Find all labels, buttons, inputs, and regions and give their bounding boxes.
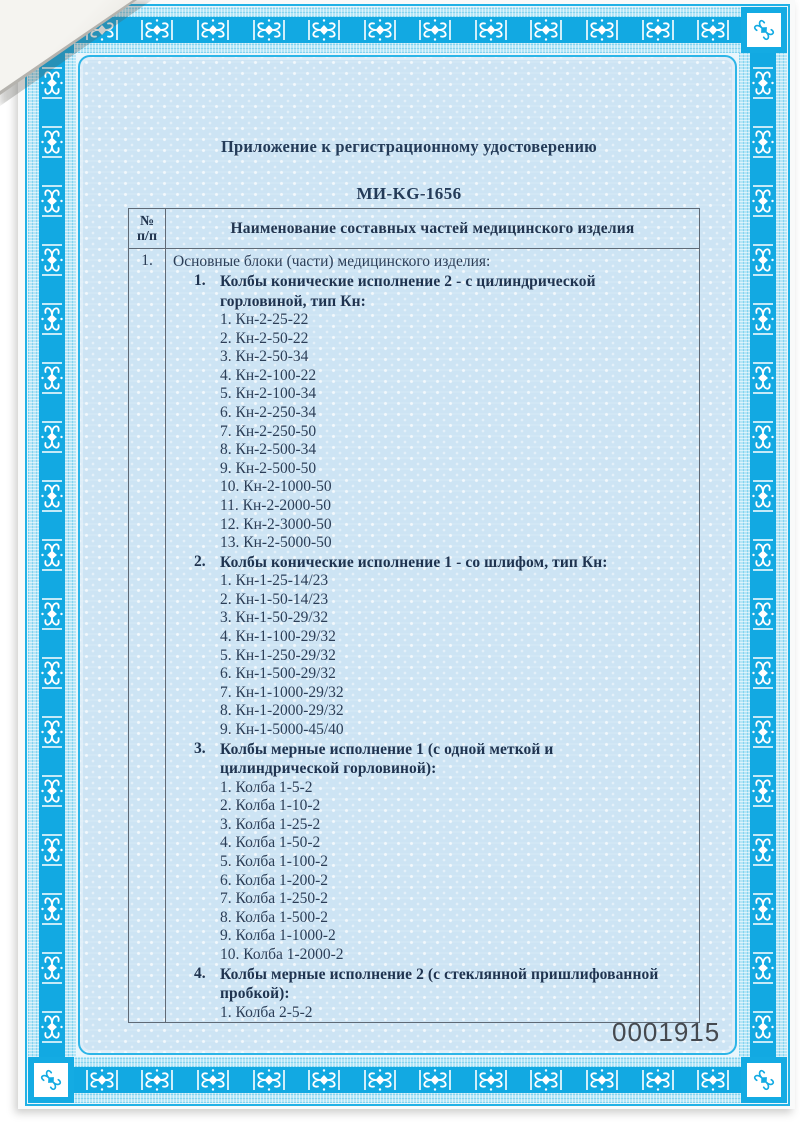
ornament-motif-icon [39,361,65,395]
ornament-motif-icon [641,17,675,43]
flask-group [194,272,693,553]
ornament-motif-icon [418,17,452,43]
flask-model-item: 13. Кн-2-5000-50 [220,534,332,552]
flask-model-item: 7. Колба 1-250-2 [220,890,329,908]
flask-model-item: 9. Кн-1-5000-45/40 [220,720,344,738]
row-content-cell [166,249,700,1023]
group-title: Колбы конические исполнение 1 - со шлифом, тип Кн: [220,553,608,571]
appendix-title: Приложение к регистрационному удостоверению [221,137,597,156]
components-table [128,208,700,1023]
ornament-motif-icon [585,17,619,43]
flask-model-item: 6. Колба 1-200-2 [220,871,329,889]
ornament-motif-icon [750,951,776,985]
flask-model-item: 9. Кн-2-500-50 [220,459,317,477]
corner-ornament-bottom-left [28,1057,74,1103]
group-number: 1. [194,272,206,289]
row-number-cell: 1. [129,249,166,1023]
ornament-motif-icon [39,892,65,926]
flask-model-item: 4. Кн-2-100-22 [220,366,317,384]
border-band-bottom [74,1057,741,1103]
ornament-motif-icon [39,715,65,749]
flask-model-item: 5. Кн-1-250-29/32 [220,646,336,664]
ornament-motif-icon [474,17,508,43]
flask-model-item: 2. Кн-2-50-22 [220,329,309,347]
ornament-motif-icon [750,125,776,159]
flask-model-item: 5. Кн-2-100-34 [220,385,317,403]
ornament-motif-icon [39,302,65,336]
ornament-motif-icon [529,17,563,43]
ornament-motif-icon [750,479,776,513]
table-row [129,249,700,1023]
flask-model-item: 1. Колба 2-5-2 [220,1003,313,1021]
flask-group [194,740,693,965]
ornament-motif-icon [307,1067,341,1093]
group-number: 2. [194,552,206,570]
flask-model-item: 8. Кн-1-2000-29/32 [220,702,344,720]
corner-ornament-bottom-right [741,1057,787,1103]
flask-group [194,965,693,1023]
flask-model-item: 6. Кн-2-250-34 [220,403,317,421]
flask-model-item: 4. Колба 1-50-2 [220,834,321,852]
ornament-motif-icon [750,243,776,277]
ornament-motif-icon [750,715,776,749]
ornament-motif-icon [585,1067,619,1093]
flask-model-item: 10. Кн-2-1000-50 [220,478,332,496]
ornament-motif-icon [696,17,730,43]
ornament-motif-icon [85,1067,119,1093]
flask-model-item: 6. Кн-1-500-29/32 [220,665,336,683]
ornament-motif-icon [39,951,65,985]
group-number: 3. [194,739,206,757]
group-items [220,311,693,553]
ornament-motif-icon [39,243,65,277]
ornament-motif-icon [196,17,230,43]
ornament-motif-icon [363,1067,397,1093]
flask-model-item: 7. Кн-2-250-50 [220,422,317,440]
ornament-motif-icon [39,1010,65,1044]
ornament-motif-icon [750,892,776,926]
flask-model-item: 2. Колба 1-10-2 [220,797,321,815]
flask-model-item: 3. Колба 1-25-2 [220,815,321,833]
group-items [220,779,693,965]
table-header-name-column: Наименование составных частей медицинского изделия [166,209,700,249]
border-band-left [28,53,76,1057]
flask-model-item: 12. Кн-2-3000-50 [220,515,332,533]
ornament-motif-icon [39,184,65,218]
group-items [220,572,693,739]
ornament-motif-icon [39,833,65,867]
ornament-motif-icon [750,420,776,454]
group-number: 4. [194,964,206,982]
ornament-motif-icon [140,17,174,43]
ornament-motif-icon [39,656,65,690]
ornament-motif-icon [252,17,286,43]
flask-model-item: 2. Кн-1-50-14/23 [220,590,329,608]
flask-model-item: 1. Колба 1-5-2 [220,778,313,796]
ornament-motif-icon [529,1067,563,1093]
ornament-motif-icon [39,420,65,454]
ornament-motif-icon [39,597,65,631]
flask-model-item: 8. Колба 1-500-2 [220,908,329,926]
flask-groups-list [194,272,693,1022]
flask-model-item: 1. Кн-1-25-14/23 [220,572,329,590]
flask-model-item: 1. Кн-2-25-22 [220,311,309,328]
flask-model-item: 11. Кн-2-2000-50 [220,496,332,514]
ornament-motif-icon [39,774,65,808]
group-title: Колбы мерные исполнение 2 (с стеклянной пришлифованной пробкой): [220,965,659,1002]
border-band-right [739,53,787,1057]
flask-model-item: 10. Колба 1-2000-2 [220,945,344,963]
ornament-motif-icon [750,302,776,336]
serial-number-stamp: 0001915 [612,1017,721,1047]
ornament-motif-icon [39,125,65,159]
ornament-motif-icon [750,1010,776,1044]
ornament-motif-icon [39,538,65,572]
group-title: Колбы конические исполнение 2 - с цилиндрической горловиной, тип Кн: [220,273,596,310]
border-band-top [74,7,741,53]
flask-model-item: 7. Кн-1-1000-29/32 [220,683,344,701]
ornament-motif-icon [39,479,65,513]
ornament-motif-icon [750,597,776,631]
corner-motif-icon [747,13,781,47]
ornament-motif-icon [252,1067,286,1093]
ornament-motif-icon [750,538,776,572]
registration-number: МИ-KG-1656 [356,184,462,203]
ornament-motif-icon [750,833,776,867]
ornament-motif-icon [196,1067,230,1093]
ornament-motif-icon [474,1067,508,1093]
flask-model-item: 9. Колба 1-1000-2 [220,927,336,945]
corner-ornament-top-right [741,7,787,53]
ornament-motif-icon [418,1067,452,1093]
flask-group [194,553,693,740]
ornament-motif-icon [750,184,776,218]
table-header-number-column: № п/п [129,209,166,249]
row-intro-text: Основные блоки (части) медицинского изделия: [173,253,491,270]
ornament-motif-icon [750,656,776,690]
ornament-motif-icon [750,361,776,395]
ornament-motif-icon [696,1067,730,1093]
corner-motif-icon [747,1063,781,1097]
ornament-motif-icon [307,17,341,43]
ornament-motif-icon [750,774,776,808]
group-title: Колбы мерные исполнение 1 (с одной меткой и цилиндрической горловиной): [220,740,554,778]
flask-model-item: 8. Кн-2-500-34 [220,441,317,459]
flask-model-item: 4. Кн-1-100-29/32 [220,628,336,645]
flask-model-item: 3. Кн-2-50-34 [220,348,309,366]
ornament-motif-icon [641,1067,675,1093]
corner-motif-icon [34,1063,68,1097]
ornament-motif-icon [363,17,397,43]
flask-model-item: 3. Кн-1-50-29/32 [220,609,329,627]
flask-model-item: 5. Колба 1-100-2 [220,852,329,870]
ornament-motif-icon [140,1067,174,1093]
ornament-motif-icon [750,66,776,100]
